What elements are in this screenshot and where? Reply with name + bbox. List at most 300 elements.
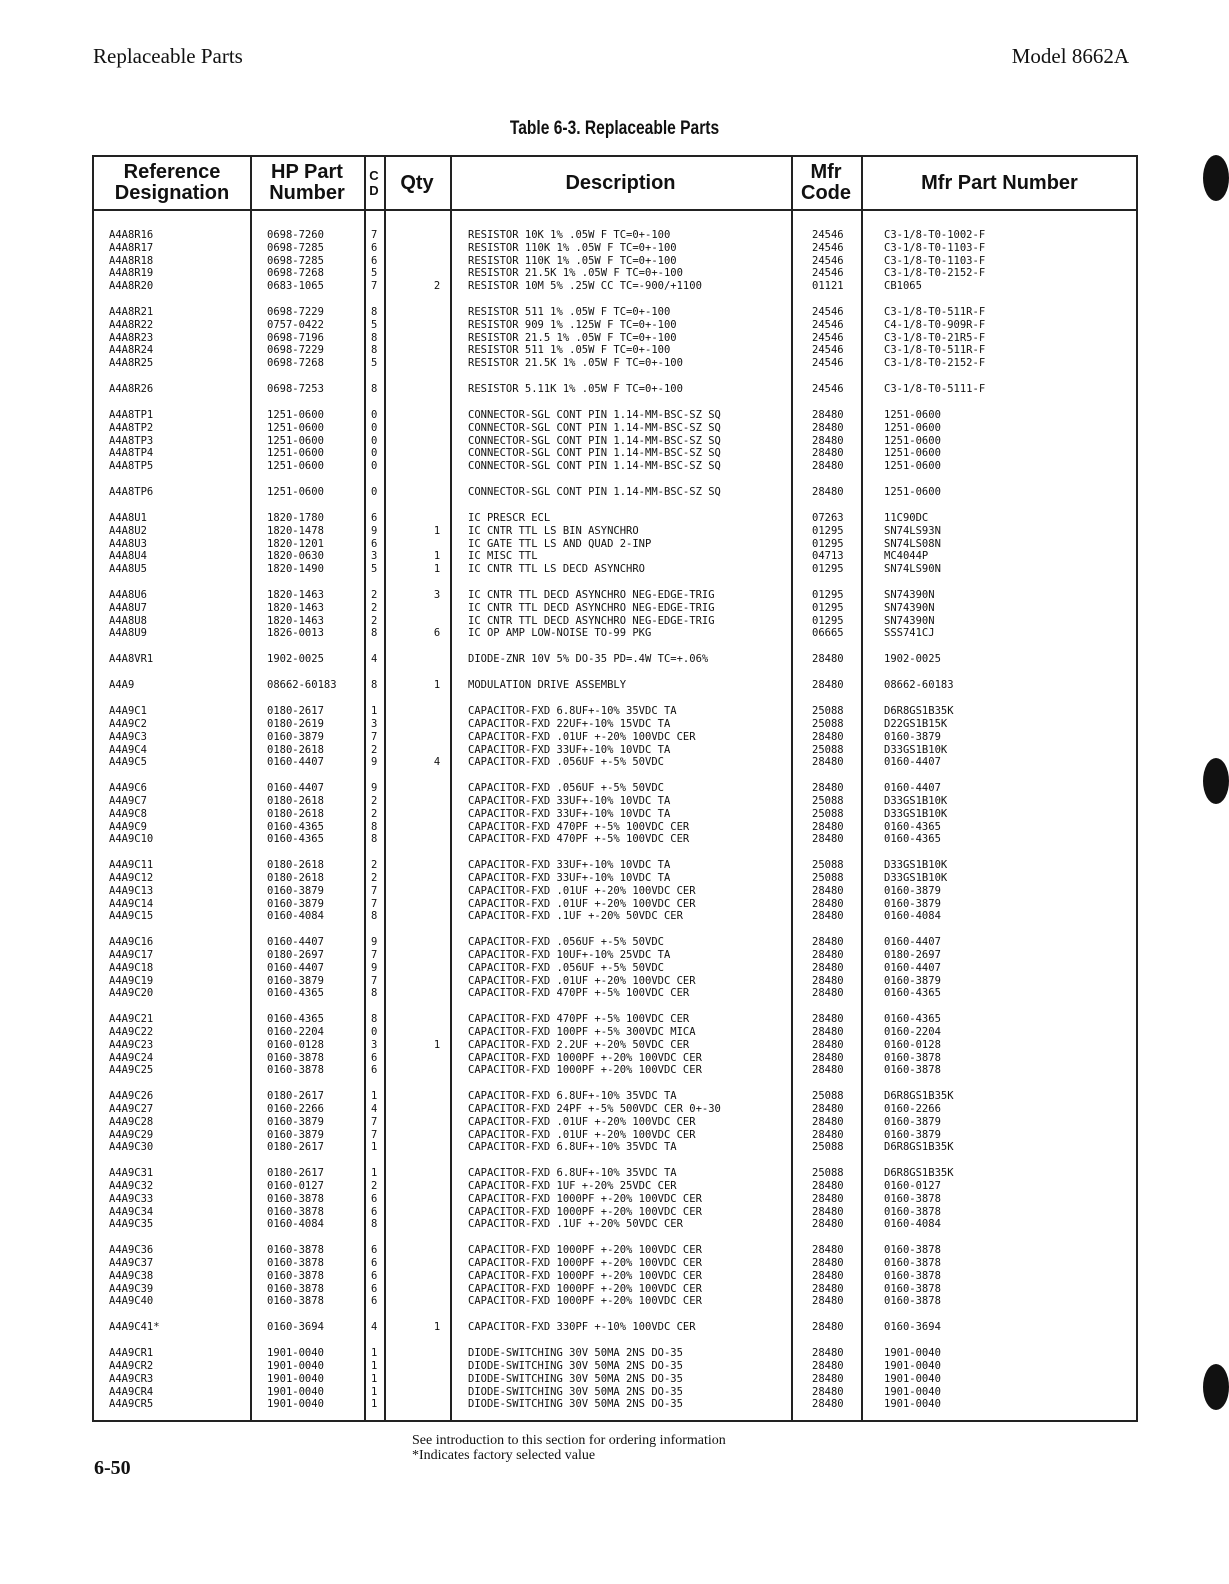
cd-digit: 1	[371, 1372, 378, 1385]
cd-digit: 6	[371, 254, 378, 267]
table-row	[94, 1013, 1136, 1026]
hp-part-number: 1820-1463	[267, 589, 324, 601]
cd-digit: 7	[371, 1115, 378, 1128]
mfr-code: 01295	[812, 537, 844, 550]
mfr-part-number: 0160-4407	[884, 936, 941, 949]
binder-hole-mark	[1203, 155, 1229, 201]
hp-part-number: 0160-4365	[267, 1013, 324, 1026]
reference-designation: A4A9C23	[109, 1038, 154, 1051]
mfr-code: 24546	[812, 344, 844, 357]
row-group	[94, 589, 1136, 640]
hp-part-number: 0180-2697	[267, 949, 324, 961]
mfr-part-number: C4-1/8-T0-909R-F	[884, 318, 986, 331]
row-group	[94, 782, 1136, 846]
hp-part-number: 0160-3878	[267, 1295, 324, 1308]
cd-digit: 8	[371, 383, 378, 395]
table-row	[94, 705, 1136, 718]
description: CONNECTOR-SGL CONT PIN 1.14-MM-BSC-SZ SQ	[468, 409, 721, 421]
table-row	[94, 409, 1136, 422]
description: CAPACITOR-FXD 22UF+-10% 15VDC TA	[468, 718, 671, 730]
cd-digit: 6	[371, 1205, 378, 1218]
table-row	[94, 1270, 1136, 1283]
mfr-part-number: 0160-3878	[884, 1295, 941, 1308]
description: CAPACITOR-FXD 6.8UF+-10% 35VDC TA	[468, 705, 677, 718]
mfr-part-number: D6R8GS1B35K	[884, 1141, 954, 1154]
description: DIODE-SWITCHING 30V 50MA 2NS DO-35	[468, 1398, 683, 1411]
mfr-part-number: 0160-4407	[884, 756, 941, 769]
hp-part-number: 1820-1478	[267, 524, 324, 537]
mfr-code: 28480	[812, 730, 844, 743]
description: CAPACITOR-FXD .056UF +-5% 50VDC	[468, 936, 664, 949]
cd-digit: 8	[371, 987, 378, 1000]
table-row	[94, 1180, 1136, 1193]
mfr-part-number: C3-1/8-T0-1103-F	[884, 254, 986, 267]
table-row	[94, 1218, 1136, 1231]
reference-designation: A4A9C11	[109, 859, 154, 872]
reference-designation: A4A9C1	[109, 705, 147, 718]
mfr-part-number: SN74LS93N	[884, 524, 941, 537]
cd-digit: 7	[371, 974, 378, 987]
quantity: 4	[433, 756, 441, 769]
mfr-part-number: 0160-4365	[884, 833, 941, 846]
reference-designation: A4A9C27	[109, 1103, 154, 1115]
mfr-part-number: 08662-60183	[884, 679, 954, 692]
table-row	[94, 1129, 1136, 1142]
hp-part-number: 0160-3879	[267, 730, 324, 743]
description: IC PRESCR ECL	[468, 512, 551, 524]
row-group	[94, 383, 1136, 396]
mfr-part-number: 0160-2204	[884, 1026, 941, 1038]
hp-part-number: 0698-7229	[267, 344, 324, 357]
mfr-code: 28480	[812, 1360, 844, 1372]
cd-digit: 1	[371, 1167, 378, 1180]
reference-designation: A4A8TP4	[109, 447, 154, 460]
row-group	[94, 1244, 1136, 1308]
reference-designation: A4A9C15	[109, 910, 154, 923]
page-number: 6-50	[94, 1457, 131, 1479]
reference-designation: A4A9C8	[109, 807, 147, 820]
table-row	[94, 627, 1136, 640]
hp-part-number: 1902-0025	[267, 653, 324, 666]
description: IC CNTR TTL DECD ASYNCHRO NEG-EDGE-TRIG	[468, 614, 715, 627]
mfr-code: 24546	[812, 267, 844, 280]
hp-part-number: 1820-0630	[267, 550, 324, 563]
cd-digit: 2	[371, 589, 378, 601]
table-row	[94, 885, 1136, 898]
hp-part-number: 0160-3878	[267, 1205, 324, 1218]
table-row	[94, 679, 1136, 692]
hp-part-number: 0180-2618	[267, 743, 324, 756]
hp-part-number: 0160-3879	[267, 1128, 324, 1141]
quantity: 1	[433, 1321, 441, 1334]
cd-digit: 6	[371, 1295, 378, 1308]
description: CAPACITOR-FXD .01UF +-20% 100VDC CER	[468, 730, 696, 743]
description: CAPACITOR-FXD 1000PF +-20% 100VDC CER	[468, 1205, 702, 1218]
mfr-part-number: D6R8GS1B35K	[884, 705, 954, 718]
reference-designation: A4A8U9	[109, 627, 147, 640]
table-row	[94, 512, 1136, 525]
cd-digit: 2	[371, 807, 378, 820]
mfr-part-number: 1251-0600	[884, 421, 941, 434]
quantity: 1	[433, 1038, 441, 1051]
table-row	[94, 987, 1136, 1000]
table-row	[94, 1193, 1136, 1206]
mfr-code: 28480	[812, 1026, 844, 1038]
description: CAPACITOR-FXD 1000PF +-20% 100VDC CER	[468, 1192, 702, 1205]
cd-digit: 6	[371, 1192, 378, 1205]
quantity: 2	[433, 280, 441, 292]
cd-digit: 9	[371, 524, 378, 537]
column-header-description: Description	[565, 171, 676, 194]
mfr-part-number: 0160-4365	[884, 987, 941, 1000]
table-row	[94, 538, 1136, 551]
mfr-part-number: D6R8GS1B35K	[884, 1090, 954, 1103]
description: RESISTOR 909 1% .125W F TC=0+-100	[468, 318, 677, 331]
hp-part-number: 0180-2619	[267, 718, 324, 730]
table-row	[94, 435, 1136, 448]
mfr-code: 28480	[812, 949, 844, 961]
cd-digit: 1	[371, 1385, 378, 1398]
description: CAPACITOR-FXD 1000PF +-20% 100VDC CER	[468, 1295, 702, 1308]
mfr-part-number: 1251-0600	[884, 434, 941, 447]
mfr-code: 28480	[812, 434, 844, 447]
table-row	[94, 718, 1136, 731]
mfr-code: 25088	[812, 1090, 844, 1103]
mfr-part-number: D33GS1B10K	[884, 807, 948, 820]
reference-designation: A4A9C35	[109, 1218, 154, 1231]
mfr-part-number: CB1065	[884, 280, 922, 292]
mfr-code: 01295	[812, 589, 844, 601]
cd-digit: 8	[371, 679, 378, 692]
description: CAPACITOR-FXD 1000PF +-20% 100VDC CER	[468, 1282, 702, 1295]
mfr-code: 25088	[812, 1141, 844, 1154]
description: CAPACITOR-FXD 33UF+-10% 10VDC TA	[468, 872, 671, 884]
cd-digit: 1	[371, 1360, 378, 1372]
mfr-code: 28480	[812, 1244, 844, 1257]
reference-designation: A4A9C10	[109, 833, 154, 846]
mfr-code: 01295	[812, 614, 844, 627]
description: RESISTOR 10M 5% .25W CC TC=-900/+1100	[468, 280, 702, 292]
table-row	[94, 872, 1136, 885]
description: CAPACITOR-FXD 33UF+-10% 10VDC TA	[468, 795, 671, 807]
mfr-code: 24546	[812, 254, 844, 267]
mfr-code: 28480	[812, 1269, 844, 1282]
table-row	[94, 1373, 1136, 1386]
mfr-code: 28480	[812, 1115, 844, 1128]
hp-part-number: 0180-2617	[267, 1141, 324, 1154]
hp-part-number: 0698-7253	[267, 383, 324, 395]
mfr-part-number: 0160-3878	[884, 1269, 941, 1282]
mfr-code: 28480	[812, 1282, 844, 1295]
table-body	[94, 229, 1136, 1424]
hp-part-number: 0180-2618	[267, 859, 324, 872]
description: CAPACITOR-FXD 6.8UF+-10% 35VDC TA	[468, 1141, 677, 1154]
table-row	[94, 653, 1136, 666]
description: CAPACITOR-FXD 1000PF +-20% 100VDC CER	[468, 1064, 702, 1077]
cd-digit: 1	[371, 1090, 378, 1103]
cd-digit: 0	[371, 486, 378, 498]
reference-designation: A4A8R17	[109, 241, 154, 254]
mfr-code: 24546	[812, 306, 844, 318]
description: IC CNTR TTL DECD ASYNCHRO NEG-EDGE-TRIG	[468, 589, 715, 601]
reference-designation: A4A9C21	[109, 1013, 154, 1026]
table-row	[94, 1039, 1136, 1052]
reference-designation: A4A9C19	[109, 974, 154, 987]
cd-digit: 0	[371, 409, 378, 421]
description: CONNECTOR-SGL CONT PIN 1.14-MM-BSC-SZ SQ	[468, 460, 721, 472]
mfr-code: 28480	[812, 1038, 844, 1051]
hp-part-number: 0180-2617	[267, 705, 324, 718]
cd-digit: 6	[371, 241, 378, 254]
description: CAPACITOR-FXD 470PF +-5% 100VDC CER	[468, 987, 690, 1000]
table-row	[94, 229, 1136, 242]
table-row	[94, 1360, 1136, 1373]
reference-designation: A4A9C17	[109, 949, 154, 961]
description: CAPACITOR-FXD .01UF +-20% 100VDC CER	[468, 974, 696, 987]
reference-designation: A4A8R25	[109, 357, 154, 369]
column-header-cd: C D	[369, 168, 379, 198]
row-group	[94, 705, 1136, 769]
table-row	[94, 1257, 1136, 1270]
mfr-part-number: D22GS1B15K	[884, 718, 948, 730]
cd-digit: 4	[371, 1321, 378, 1334]
mfr-code: 28480	[812, 679, 844, 692]
description: DIODE-SWITCHING 30V 50MA 2NS DO-35	[468, 1360, 683, 1372]
row-group	[94, 1321, 1136, 1334]
reference-designation: A4A9CR3	[109, 1372, 154, 1385]
mfr-code: 28480	[812, 936, 844, 949]
cd-digit: 0	[371, 447, 378, 460]
description: DIODE-ZNR 10V 5% DO-35 PD=.4W TC=+.06%	[468, 653, 709, 666]
description: CAPACITOR-FXD 10UF+-10% 25VDC TA	[468, 949, 671, 961]
mfr-code: 28480	[812, 1180, 844, 1192]
table-row	[94, 447, 1136, 460]
reference-designation: A4A8U8	[109, 614, 147, 627]
table-row	[94, 1026, 1136, 1039]
reference-designation: A4A8R23	[109, 331, 154, 344]
cd-digit: 8	[371, 1218, 378, 1231]
description: CONNECTOR-SGL CONT PIN 1.14-MM-BSC-SZ SQ	[468, 447, 721, 460]
quantity: 1	[433, 524, 441, 537]
description: CAPACITOR-FXD 470PF +-5% 100VDC CER	[468, 1013, 690, 1026]
mfr-part-number: C3-1/8-T0-511R-F	[884, 344, 986, 357]
reference-designation: A4A8R16	[109, 229, 154, 241]
hp-part-number: 1251-0600	[267, 434, 324, 447]
reference-designation: A4A9C22	[109, 1026, 154, 1038]
reference-designation: A4A9C24	[109, 1051, 154, 1064]
mfr-code: 24546	[812, 383, 844, 395]
cd-digit: 6	[371, 1282, 378, 1295]
cd-digit: 5	[371, 563, 378, 575]
cd-digit: 6	[371, 1269, 378, 1282]
mfr-part-number: 0160-3879	[884, 974, 941, 987]
reference-designation: A4A9CR4	[109, 1385, 154, 1398]
mfr-part-number: D33GS1B10K	[884, 872, 948, 884]
quantity: 1	[433, 550, 441, 563]
mfr-part-number: 0180-2697	[884, 949, 941, 961]
mfr-code: 25088	[812, 795, 844, 807]
mfr-code: 28480	[812, 460, 844, 472]
description: CAPACITOR-FXD .01UF +-20% 100VDC CER	[468, 897, 696, 910]
mfr-part-number: 1902-0025	[884, 653, 941, 666]
cd-digit: 2	[371, 795, 378, 807]
description: CAPACITOR-FXD 33UF+-10% 10VDC TA	[468, 859, 671, 872]
reference-designation: A4A9C31	[109, 1167, 154, 1180]
hp-part-number: 1820-1490	[267, 563, 324, 575]
cd-digit: 8	[371, 627, 378, 640]
mfr-code: 28480	[812, 961, 844, 974]
quantity: 1	[433, 679, 441, 692]
description: RESISTOR 511 1% .05W F TC=0+-100	[468, 306, 671, 318]
hp-part-number: 1251-0600	[267, 409, 324, 421]
mfr-part-number: C3-1/8-T0-1002-F	[884, 229, 986, 241]
cd-digit: 8	[371, 331, 378, 344]
row-group	[94, 229, 1136, 293]
mfr-part-number: 0160-3879	[884, 730, 941, 743]
table-row	[94, 602, 1136, 615]
row-group	[94, 936, 1136, 1000]
description: CAPACITOR-FXD .056UF +-5% 50VDC	[468, 961, 664, 974]
reference-designation: A4A8R22	[109, 318, 154, 331]
reference-designation: A4A9C37	[109, 1257, 154, 1269]
hp-part-number: 1820-1201	[267, 537, 324, 550]
reference-designation: A4A9C3	[109, 730, 147, 743]
hp-part-number: 0160-3879	[267, 897, 324, 910]
row-group	[94, 486, 1136, 499]
cd-digit: 5	[371, 267, 378, 280]
factory-selected-note: *Indicates factory selected value	[412, 1448, 596, 1463]
table-row	[94, 1386, 1136, 1399]
mfr-part-number: 0160-4365	[884, 820, 941, 833]
cd-digit: 8	[371, 1013, 378, 1026]
mfr-code: 28480	[812, 897, 844, 910]
hp-part-number: 0160-3878	[267, 1269, 324, 1282]
hp-part-number: 0160-3694	[267, 1321, 324, 1334]
mfr-code: 28480	[812, 974, 844, 987]
description: RESISTOR 511 1% .05W F TC=0+-100	[468, 344, 671, 357]
cd-digit: 7	[371, 229, 378, 241]
hp-part-number: 0160-4365	[267, 987, 324, 1000]
table-row	[94, 344, 1136, 357]
description: IC CNTR TTL LS DECD ASYNCHRO	[468, 563, 646, 575]
table-row	[94, 267, 1136, 280]
mfr-code: 28480	[812, 1218, 844, 1231]
cd-digit: 0	[371, 434, 378, 447]
reference-designation: A4A9C13	[109, 884, 154, 897]
running-header-section: Replaceable Parts	[93, 44, 243, 68]
hp-part-number: 0180-2617	[267, 1167, 324, 1180]
cd-digit: 7	[371, 1128, 378, 1141]
mfr-code: 28480	[812, 756, 844, 769]
reference-designation: A4A9C7	[109, 795, 147, 807]
mfr-code: 28480	[812, 1013, 844, 1026]
table-row	[94, 936, 1136, 949]
cd-digit: 2	[371, 859, 378, 872]
table-row	[94, 1321, 1136, 1334]
cd-digit: 2	[371, 1180, 378, 1192]
hp-part-number: 0160-0128	[267, 1038, 324, 1051]
hp-part-number: 0757-0422	[267, 318, 324, 331]
description: CONNECTOR-SGL CONT PIN 1.14-MM-BSC-SZ SQ	[468, 421, 721, 434]
cd-digit: 6	[371, 537, 378, 550]
reference-designation: A4A8TP3	[109, 434, 154, 447]
hp-part-number: 1251-0600	[267, 421, 324, 434]
description: CAPACITOR-FXD 6.8UF+-10% 35VDC TA	[468, 1090, 677, 1103]
hp-part-number: 0160-3878	[267, 1192, 324, 1205]
mfr-code: 25088	[812, 1167, 844, 1180]
cd-digit: 4	[371, 653, 378, 666]
parts-table	[92, 155, 1138, 1422]
mfr-code: 28480	[812, 1321, 844, 1334]
table-row	[94, 1116, 1136, 1129]
description: CAPACITOR-FXD .01UF +-20% 100VDC CER	[468, 1128, 696, 1141]
cd-digit: 5	[371, 318, 378, 331]
hp-part-number: 0160-4407	[267, 782, 324, 795]
table-row	[94, 1090, 1136, 1103]
reference-designation: A4A8U2	[109, 524, 147, 537]
row-group	[94, 1013, 1136, 1077]
reference-designation: A4A9C34	[109, 1205, 154, 1218]
cd-digit: 4	[371, 1103, 378, 1115]
description: CAPACITOR-FXD 24PF +-5% 500VDC CER 0+-30	[468, 1103, 721, 1115]
table-title: Table 6-3. Replaceable Parts	[509, 118, 720, 139]
table-row	[94, 1398, 1136, 1411]
row-group	[94, 1347, 1136, 1411]
mfr-code: 28480	[812, 884, 844, 897]
reference-designation: A4A9C39	[109, 1282, 154, 1295]
cd-digit: 1	[371, 1398, 378, 1411]
reference-designation: A4A8R24	[109, 344, 154, 357]
mfr-part-number: SN74390N	[884, 601, 935, 614]
mfr-code: 28480	[812, 833, 844, 846]
table-row	[94, 756, 1136, 769]
reference-designation: A4A8U6	[109, 589, 147, 601]
table-row	[94, 525, 1136, 538]
table-row	[94, 332, 1136, 345]
cd-digit: 6	[371, 1051, 378, 1064]
hp-part-number: 1901-0040	[267, 1372, 324, 1385]
mfr-part-number: 0160-4407	[884, 782, 941, 795]
cd-digit: 6	[371, 1244, 378, 1257]
description: CAPACITOR-FXD 1000PF +-20% 100VDC CER	[468, 1244, 702, 1257]
mfr-code: 25088	[812, 859, 844, 872]
mfr-part-number: 0160-4084	[884, 1218, 941, 1231]
table-row	[94, 319, 1136, 332]
mfr-code: 25088	[812, 743, 844, 756]
column-header-mfr-code: Mfr Code	[801, 161, 851, 204]
mfr-code: 28480	[812, 910, 844, 923]
table-row	[94, 589, 1136, 602]
reference-designation: A4A8TP2	[109, 421, 154, 434]
hp-part-number: 1251-0600	[267, 486, 324, 498]
hp-part-number: 0160-4365	[267, 833, 324, 846]
header-divider	[94, 209, 1136, 211]
mfr-code: 04713	[812, 550, 844, 563]
mfr-code: 01295	[812, 563, 844, 575]
mfr-code: 28480	[812, 409, 844, 421]
hp-part-number: 0160-0127	[267, 1180, 324, 1192]
description: CAPACITOR-FXD .1UF +-20% 50VDC CER	[468, 910, 683, 923]
reference-designation: A4A8TP6	[109, 486, 154, 498]
reference-designation: A4A9C41*	[109, 1321, 160, 1334]
mfr-part-number: MC4044P	[884, 550, 929, 563]
reference-designation: A4A9C9	[109, 820, 147, 833]
cd-digit: 9	[371, 961, 378, 974]
reference-designation: A4A8TP5	[109, 460, 154, 472]
hp-part-number: 0160-3879	[267, 974, 324, 987]
row-group	[94, 306, 1136, 370]
hp-part-number: 0698-7268	[267, 357, 324, 369]
